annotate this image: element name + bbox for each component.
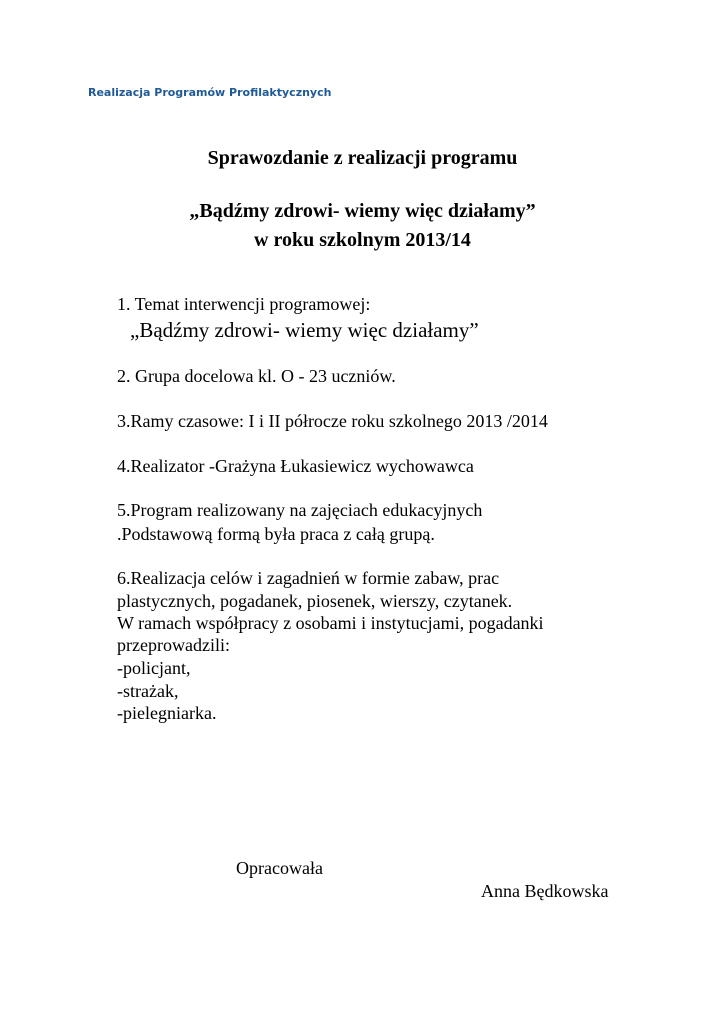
page-title: Sprawozdanie z realizacji programu	[207, 147, 518, 169]
section-2: 2. Grupa docelowa kl. O - 23 uczniów.	[117, 366, 396, 386]
section-1-label: 1. Temat interwencji programowej:	[117, 294, 371, 314]
header-label: Realizacja Programów Profilaktycznych	[88, 86, 332, 99]
program-title: „Bądźmy zdrowi- wiemy więc działamy”	[189, 200, 536, 222]
signature-name: Anna Będkowska	[481, 881, 609, 901]
section-6-line-3: W ramach współpracy z osobami i instytucjami, pogadanki	[117, 613, 544, 633]
section-6-line-2: plastycznych, pogadanek, piosenek, wierszy, czytanek.	[117, 591, 513, 611]
section-5-line-1: 5.Program realizowany na zajęciach edukacyjnych	[117, 500, 483, 520]
list-item: -pielegniarka.	[117, 703, 217, 723]
section-1-value: „Bądźmy zdrowi- wiemy więc działamy”	[130, 318, 479, 342]
section-3: 3.Ramy czasowe: I i II półrocze roku szkolnego 2013 /2014	[117, 411, 548, 431]
list-item: -strażak,	[117, 681, 179, 701]
list-item: -policjant,	[117, 658, 191, 678]
signature-label: Opracowała	[236, 858, 323, 878]
section-5-line-2: .Podstawową formą była praca z całą grupą.	[117, 524, 435, 544]
section-4: 4.Realizator -Grażyna Łukasiewicz wychowawca	[117, 456, 474, 476]
school-year-title: w roku szkolnym 2013/14	[254, 229, 471, 251]
section-6-line-1: 6.Realizacja celów i zagadnień w formie zabaw, prac	[117, 568, 500, 588]
section-6-line-4: przeprowadzili:	[117, 635, 230, 655]
